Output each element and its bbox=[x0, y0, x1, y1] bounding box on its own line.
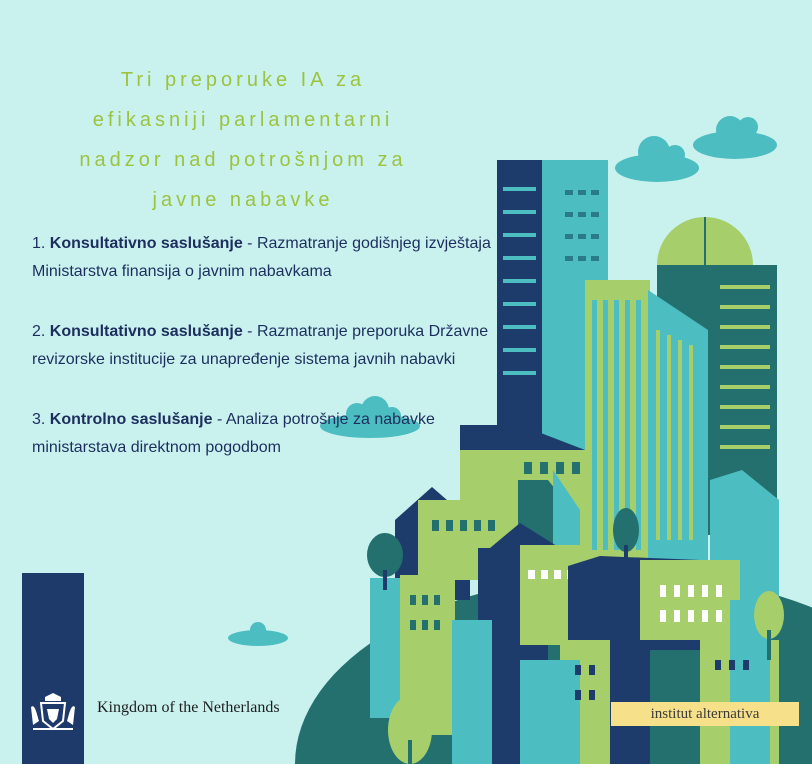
title-line-4: javne nabavke bbox=[152, 189, 334, 211]
netherlands-royal-coat-of-arms-icon bbox=[27, 691, 79, 733]
item-title: Konsultativno saslušanje bbox=[49, 235, 243, 252]
list-item bbox=[32, 318, 502, 374]
item-description: - Razmatranje godišnjeg izvještaja Ministarstva finansija o javnim nabavkama bbox=[32, 235, 491, 280]
recommendation-list bbox=[32, 230, 502, 494]
title-line-3: nadzor nad potrošnjom za bbox=[79, 149, 407, 171]
list-item bbox=[32, 230, 502, 286]
list-item bbox=[32, 406, 502, 462]
item-number: 1. bbox=[32, 235, 46, 252]
netherlands-name: Kingdom of the Netherlands bbox=[97, 699, 280, 716]
item-number: 3. bbox=[32, 411, 46, 428]
item-description: - Razmatranje preporuka Državne revizorske institucije za unapređenje sistema javnih nabavki bbox=[32, 323, 489, 368]
item-title: Konsultativno saslušanje bbox=[49, 323, 243, 340]
title-line-2: efikasniji parlamentarni bbox=[92, 109, 394, 131]
institut-alternativa-logo: institut alternativa bbox=[611, 702, 799, 726]
item-title: Kontrolno saslušanje bbox=[49, 411, 213, 428]
item-number: 2. bbox=[32, 323, 46, 340]
netherlands-logo bbox=[22, 573, 84, 764]
title-line-1: Tri preporuke IA za bbox=[120, 69, 366, 91]
item-description: - Analiza potrošnje za nabavke ministarstava direktnom pogodbom bbox=[32, 411, 435, 456]
